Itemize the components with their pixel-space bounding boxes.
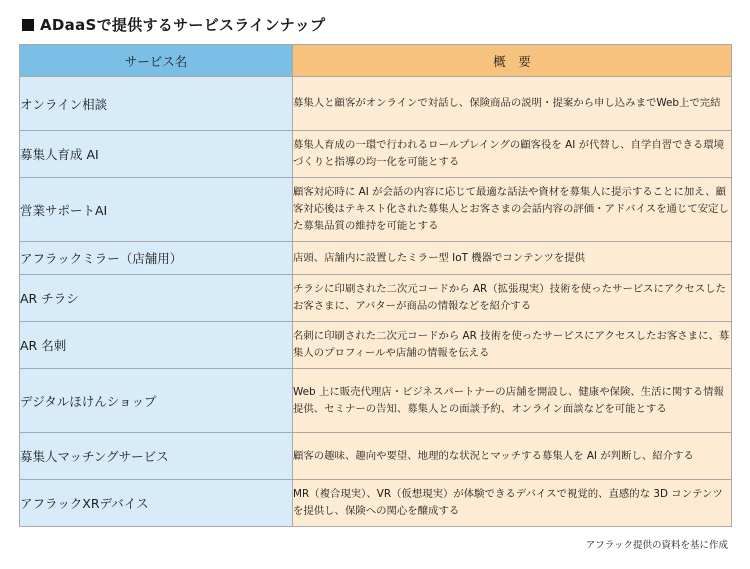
service-overview-cell: 名刺に印刷された二次元コードから AR 技術を使ったサービスにアクセスしたお客さまに、募集人のプロフィールや店舗の情報を伝える [293, 322, 732, 369]
header-overview: 概 要 [293, 45, 732, 77]
table-row [20, 369, 732, 433]
source-note: アフラック提供の資料を基に作成 [585, 540, 728, 551]
service-name-cell: デジタルほけんショップ [20, 369, 293, 433]
table-row [20, 131, 732, 178]
service-overview-cell: 顧客対応時に AI が会話の内容に応じて最適な話法や資材を募集人に提示することに加え、顧客対応後はテキスト化された募集人とお客さまの会話内容の評価・アドバイスを通じて安定した募集品質の維持を可能とする [293, 178, 732, 242]
service-overview-cell: MR（複合現実）、VR（仮想現実）が体験できるデバイスで視覚的、直感的な 3D コンテンツを提供し、保険への関心を醸成する [293, 480, 732, 527]
service-overview-cell: チラシに印刷された二次元コードから AR（拡張現実）技術を使ったサービスにアクセスしたお客さまに、アバターが商品の情報などを紹介する [293, 275, 732, 322]
service-name-cell: アフラックミラー（店舗用） [20, 242, 293, 275]
page-title [22, 14, 325, 35]
service-name-cell: アフラックXRデバイス [20, 480, 293, 527]
service-name-cell: AR 名刺 [20, 322, 293, 369]
table-row [20, 322, 732, 369]
service-name-cell: AR チラシ [20, 275, 293, 322]
table-row [20, 433, 732, 480]
table-row [20, 275, 732, 322]
table-row [20, 77, 732, 131]
table-row [20, 242, 732, 275]
service-lineup-table [19, 44, 732, 527]
service-overview-cell: 店頭、店舗内に設置したミラー型 IoT 機器でコンテンツを提供 [293, 242, 732, 275]
title-text: ADaaSで提供するサービスラインナップ [40, 16, 326, 34]
service-name-cell: オンライン相談 [20, 77, 293, 131]
table-row [20, 178, 732, 242]
service-overview-cell: 募集人育成の一環で行われるロールプレイングの顧客役を AI が代替し、自学自習できる環境づくりと指導の均一化を可能とする [293, 131, 732, 178]
service-overview-cell: Web 上に販売代理店・ビジネスパートナーの店舗を開設し、健康や保険、生活に関する情報提供、セミナーの告知、募集人との面談予約、オンライン面談などを可能とする [293, 369, 732, 433]
header-service-name: サービス名 [20, 45, 293, 77]
service-overview-cell: 顧客の趣味、趣向や要望、地理的な状況とマッチする募集人を AI が判断し、紹介する [293, 433, 732, 480]
title-square-bullet [22, 19, 34, 31]
service-overview-cell: 募集人と顧客がオンラインで対話し、保険商品の説明・提案から申し込みまでWeb上で完結 [293, 77, 732, 131]
table-row [20, 480, 732, 527]
table-header-row [20, 45, 732, 77]
service-name-cell: 募集人育成 AI [20, 131, 293, 178]
service-name-cell: 営業サポートAI [20, 178, 293, 242]
service-name-cell: 募集人マッチングサービス [20, 433, 293, 480]
